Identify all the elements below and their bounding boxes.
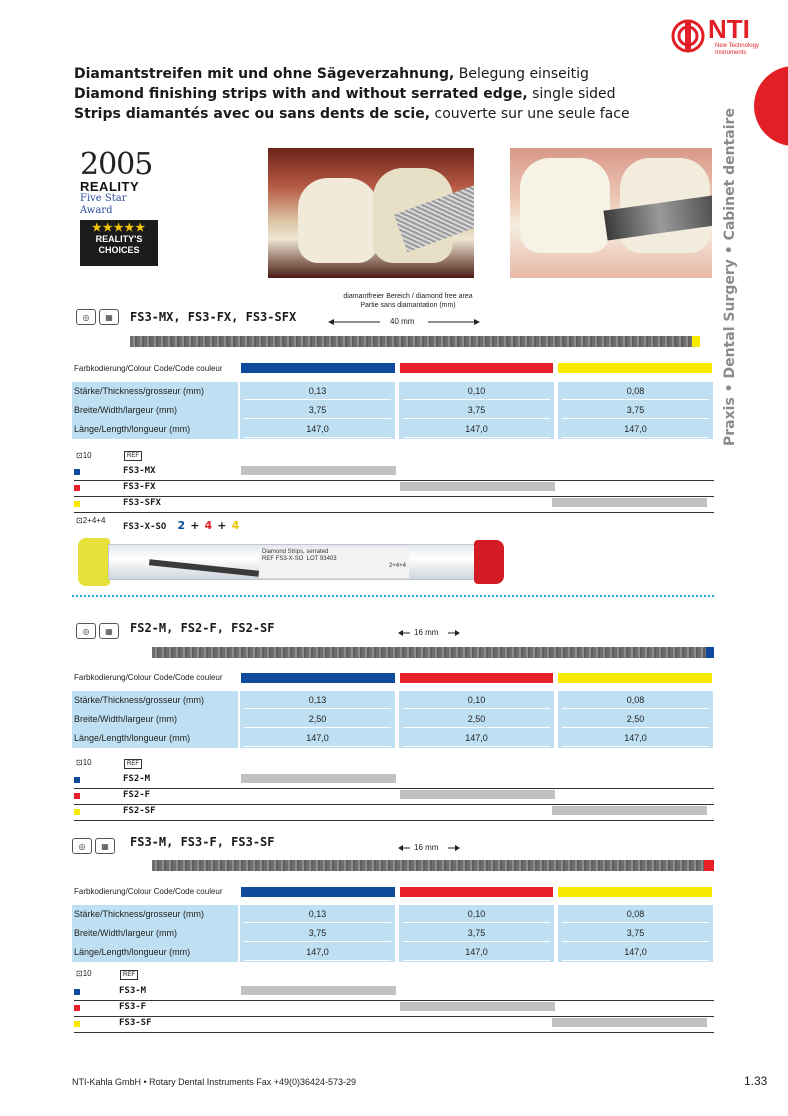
section3-pack-count: 10 bbox=[82, 969, 92, 978]
award-choices-badge bbox=[80, 220, 158, 266]
section-divider bbox=[72, 595, 714, 597]
section1-set-line[interactable] bbox=[123, 514, 239, 533]
list-item[interactable] bbox=[74, 773, 714, 789]
table-cell: 2,50 bbox=[558, 710, 713, 729]
list-item[interactable] bbox=[74, 805, 714, 821]
tube-body bbox=[108, 544, 478, 580]
color-swatch-yellow bbox=[74, 501, 80, 507]
table-row bbox=[72, 729, 714, 748]
stars-icon: ★★★★★ bbox=[91, 222, 147, 234]
table-cell: 3,75 bbox=[399, 401, 554, 420]
title-de bbox=[74, 64, 589, 84]
color-swatch-blue bbox=[74, 777, 80, 783]
logo-word: NTI bbox=[708, 14, 750, 44]
thickness-label: Stärke/Thickness/grosseur (mm) bbox=[72, 382, 238, 401]
tube-cap-yellow bbox=[78, 538, 110, 586]
product-tube bbox=[78, 536, 498, 586]
ref-fill-bar bbox=[241, 774, 396, 783]
award-name: REALITY bbox=[80, 179, 140, 194]
package-icon: ⊡ bbox=[76, 758, 83, 767]
section2-title: FS2-M, FS2-F, FS2-SF bbox=[130, 621, 275, 635]
section1-color-yellow bbox=[558, 363, 712, 373]
color-swatch-blue bbox=[74, 469, 80, 475]
badge-line2: CHOICES bbox=[98, 245, 140, 255]
table-cell: 147,0 bbox=[399, 420, 554, 439]
list-item[interactable] bbox=[74, 789, 714, 805]
width-label: Breite/Width/largeur (mm) bbox=[72, 710, 238, 729]
ref-code: FS3-MX bbox=[123, 466, 156, 476]
award-year: 2005 bbox=[80, 147, 153, 182]
section3-spec-table bbox=[72, 905, 714, 963]
length-label: Länge/Length/longueur (mm) bbox=[72, 420, 238, 439]
section1-strip-image bbox=[130, 336, 700, 347]
list-item[interactable] bbox=[74, 1001, 714, 1017]
set-plus: + bbox=[217, 519, 227, 532]
section2-spec-table bbox=[72, 691, 714, 749]
table-row bbox=[72, 401, 714, 420]
table-cell: 0,13 bbox=[240, 382, 395, 401]
section3-color-yellow bbox=[558, 887, 712, 897]
award-subtitle: Five Star Award bbox=[80, 193, 127, 216]
ref-code: FS3-M bbox=[119, 986, 147, 996]
list-item[interactable] bbox=[74, 1017, 714, 1033]
length-label: Länge/Length/longueur (mm) bbox=[72, 729, 238, 748]
table-cell: 147,0 bbox=[558, 943, 713, 962]
award-badge bbox=[80, 147, 162, 260]
title-de-bold: Diamantstreifen mit und ohne Sägeverzahnung, bbox=[74, 66, 455, 82]
section2-measure-label: 16 mm bbox=[414, 628, 439, 637]
table-cell: 0,13 bbox=[240, 905, 395, 924]
ref-code: FS3-F bbox=[119, 1002, 147, 1012]
table-cell: 0,13 bbox=[240, 691, 395, 710]
page-footer: NTI-Kahla GmbH • Rotary Dental Instruments Fax +49(0)36424-573-29 bbox=[72, 1077, 357, 1087]
section3-pack bbox=[76, 969, 92, 978]
package-icon: ⊡ bbox=[76, 451, 83, 460]
table-cell: 147,0 bbox=[399, 729, 554, 748]
section2-icons bbox=[76, 623, 119, 639]
list-item[interactable] bbox=[74, 497, 714, 513]
ref-code: FS2-M bbox=[123, 774, 151, 784]
nti-logo-icon bbox=[668, 16, 708, 56]
table-cell: 147,0 bbox=[240, 729, 395, 748]
table-cell: 0,10 bbox=[399, 691, 554, 710]
tube-ref-label: REF bbox=[262, 556, 274, 562]
title-en bbox=[74, 84, 616, 104]
ref-fill-bar bbox=[241, 466, 396, 475]
section2-ref-box: REF bbox=[124, 759, 142, 769]
title-fr-normal: couverte sur une seule face bbox=[430, 106, 630, 122]
title-en-bold: Diamond finishing strips with and without serrated edge, bbox=[74, 86, 528, 102]
table-cell: 147,0 bbox=[558, 729, 713, 748]
tube-ref-code: FS3-X-SO bbox=[275, 556, 304, 562]
color-swatch-yellow bbox=[74, 809, 80, 815]
section1-annot-line1: diamantfreier Bereich / diamond free area bbox=[343, 293, 473, 300]
section2-pack bbox=[76, 758, 92, 767]
color-swatch-yellow bbox=[74, 1021, 80, 1027]
section3-strip-tip bbox=[704, 860, 714, 871]
color-swatch-red bbox=[74, 485, 80, 491]
list-item[interactable] bbox=[74, 985, 714, 1001]
width-label: Breite/Width/largeur (mm) bbox=[72, 401, 238, 420]
color-swatch-red bbox=[74, 793, 80, 799]
table-cell: 147,0 bbox=[240, 420, 395, 439]
title-fr bbox=[74, 104, 630, 124]
strip-type-icon: ◎ bbox=[76, 309, 96, 325]
ref-code: FS3-SF bbox=[119, 1018, 152, 1028]
section2-color-red bbox=[400, 673, 553, 683]
table-row bbox=[72, 924, 714, 943]
page-number: 1.33 bbox=[744, 1074, 768, 1088]
ref-fill-bar bbox=[552, 1018, 707, 1027]
table-row bbox=[72, 420, 714, 439]
tube-cap-red bbox=[474, 540, 504, 584]
section1-annot-line2: Partie sans diamantation (mm) bbox=[360, 302, 456, 309]
section3-color-code-label: Farbkodierung/Colour Code/Code couleur bbox=[74, 887, 223, 896]
table-cell: 3,75 bbox=[240, 401, 395, 420]
section1-set-pack bbox=[76, 516, 105, 525]
table-cell: 2,50 bbox=[240, 710, 395, 729]
table-row bbox=[72, 710, 714, 729]
table-row bbox=[72, 382, 714, 401]
ref-fill-bar bbox=[552, 806, 707, 815]
section3-title: FS3-M, FS3-F, FS3-SF bbox=[130, 835, 275, 849]
package-icon: ⊡ bbox=[76, 969, 83, 978]
set-count-yellow: 4 bbox=[231, 519, 240, 532]
section2-strip-tip bbox=[706, 647, 714, 658]
ref-fill-bar bbox=[400, 482, 555, 491]
ref-code: FS2-F bbox=[123, 790, 151, 800]
width-label: Breite/Width/largeur (mm) bbox=[72, 924, 238, 943]
table-cell: 0,08 bbox=[558, 382, 713, 401]
table-row bbox=[72, 905, 714, 924]
table-cell: 0,10 bbox=[399, 905, 554, 924]
section1-strip-tip bbox=[692, 336, 700, 347]
ref-code: FS3-SFX bbox=[123, 498, 161, 508]
section1-color-red bbox=[400, 363, 553, 373]
set-count-blue: 2 bbox=[177, 519, 186, 532]
section3-color-red bbox=[400, 887, 553, 897]
side-category-label: Praxis • Dental Surgery • Cabinet dentaire bbox=[722, 108, 738, 446]
tube-label: Diamond Strips, serrated REF FS3-X-SO LOT 93403 2+4+4 bbox=[259, 548, 409, 578]
ref-fill-bar bbox=[552, 498, 707, 507]
table-cell: 0,08 bbox=[558, 905, 713, 924]
thickness-label: Stärke/Thickness/grosseur (mm) bbox=[72, 905, 238, 924]
table-cell: 2,50 bbox=[399, 710, 554, 729]
grit-icon: ▦ bbox=[99, 623, 119, 639]
length-label: Länge/Length/longueur (mm) bbox=[72, 943, 238, 962]
ref-fill-bar bbox=[241, 986, 396, 995]
ref-fill-bar bbox=[400, 1002, 555, 1011]
set-code: FS3-X-SO bbox=[123, 522, 167, 532]
tube-lot: 93403 bbox=[319, 556, 337, 562]
title-fr-bold: Strips diamantés avec ou sans dents de scie, bbox=[74, 106, 431, 122]
section3-color-blue bbox=[241, 887, 395, 897]
tube-label-text: Diamond Strips, serrated bbox=[262, 549, 329, 555]
section1-pack-count: 10 bbox=[82, 451, 92, 460]
section3-icons bbox=[72, 838, 115, 854]
table-cell: 3,75 bbox=[558, 924, 713, 943]
table-cell: 147,0 bbox=[240, 943, 395, 962]
section1-pack bbox=[76, 451, 92, 460]
section2-pack-count: 10 bbox=[82, 758, 92, 767]
table-row bbox=[72, 943, 714, 962]
photo-strip-serrated bbox=[268, 148, 474, 278]
ref-fill-bar bbox=[400, 790, 555, 799]
section2-strip-image bbox=[152, 647, 714, 658]
section1-color-code-label: Farbkodierung/Colour Code/Code couleur bbox=[74, 364, 223, 373]
color-swatch-red bbox=[74, 1005, 80, 1011]
logo-subtitle: New Technology Instruments bbox=[715, 43, 759, 56]
table-cell: 0,08 bbox=[558, 691, 713, 710]
badge-line1: REALITY'S bbox=[95, 234, 143, 244]
section3-measure-label: 16 mm bbox=[414, 843, 439, 852]
table-cell: 147,0 bbox=[399, 943, 554, 962]
list-item[interactable] bbox=[74, 481, 714, 497]
thickness-label: Stärke/Thickness/grosseur (mm) bbox=[72, 691, 238, 710]
title-de-normal: Belegung einseitig bbox=[454, 66, 589, 82]
table-cell: 0,10 bbox=[399, 382, 554, 401]
table-cell: 3,75 bbox=[399, 924, 554, 943]
photo-strip-plain bbox=[510, 148, 712, 278]
section1-color-blue bbox=[241, 363, 395, 373]
section1-set-pack-count: 2+4+4 bbox=[82, 516, 106, 525]
grit-icon: ▦ bbox=[95, 838, 115, 854]
section1-icons bbox=[76, 309, 119, 325]
nti-logo bbox=[668, 16, 780, 56]
set-count-red: 4 bbox=[204, 519, 213, 532]
section2-color-blue bbox=[241, 673, 395, 683]
ref-code: FS2-SF bbox=[123, 806, 156, 816]
ref-code: FS3-FX bbox=[123, 482, 156, 492]
strip-type-icon: ◎ bbox=[76, 623, 96, 639]
section1-measure-label: 40 mm bbox=[390, 317, 415, 326]
section3-strip-image bbox=[152, 860, 714, 871]
table-cell: 147,0 bbox=[558, 420, 713, 439]
strip-type-icon: ◎ bbox=[72, 838, 92, 854]
table-cell: 3,75 bbox=[558, 401, 713, 420]
package-icon: ⊡ bbox=[76, 516, 83, 525]
section2-color-yellow bbox=[558, 673, 712, 683]
title-en-normal: single sided bbox=[527, 86, 616, 102]
list-item[interactable] bbox=[74, 465, 714, 481]
grit-icon: ▦ bbox=[99, 309, 119, 325]
section1-spec-table bbox=[72, 382, 714, 440]
section3-ref-box: REF bbox=[120, 970, 138, 980]
section1-annotation bbox=[318, 292, 498, 310]
section1-ref-box: REF bbox=[124, 451, 142, 461]
section1-title: FS3-MX, FS3-FX, FS3-SFX bbox=[130, 310, 297, 324]
table-cell: 3,75 bbox=[240, 924, 395, 943]
color-swatch-blue bbox=[74, 989, 80, 995]
tube-pack: 2+4+4 bbox=[388, 563, 406, 569]
table-row bbox=[72, 691, 714, 710]
set-plus: + bbox=[190, 519, 200, 532]
section2-color-code-label: Farbkodierung/Colour Code/Code couleur bbox=[74, 673, 223, 682]
